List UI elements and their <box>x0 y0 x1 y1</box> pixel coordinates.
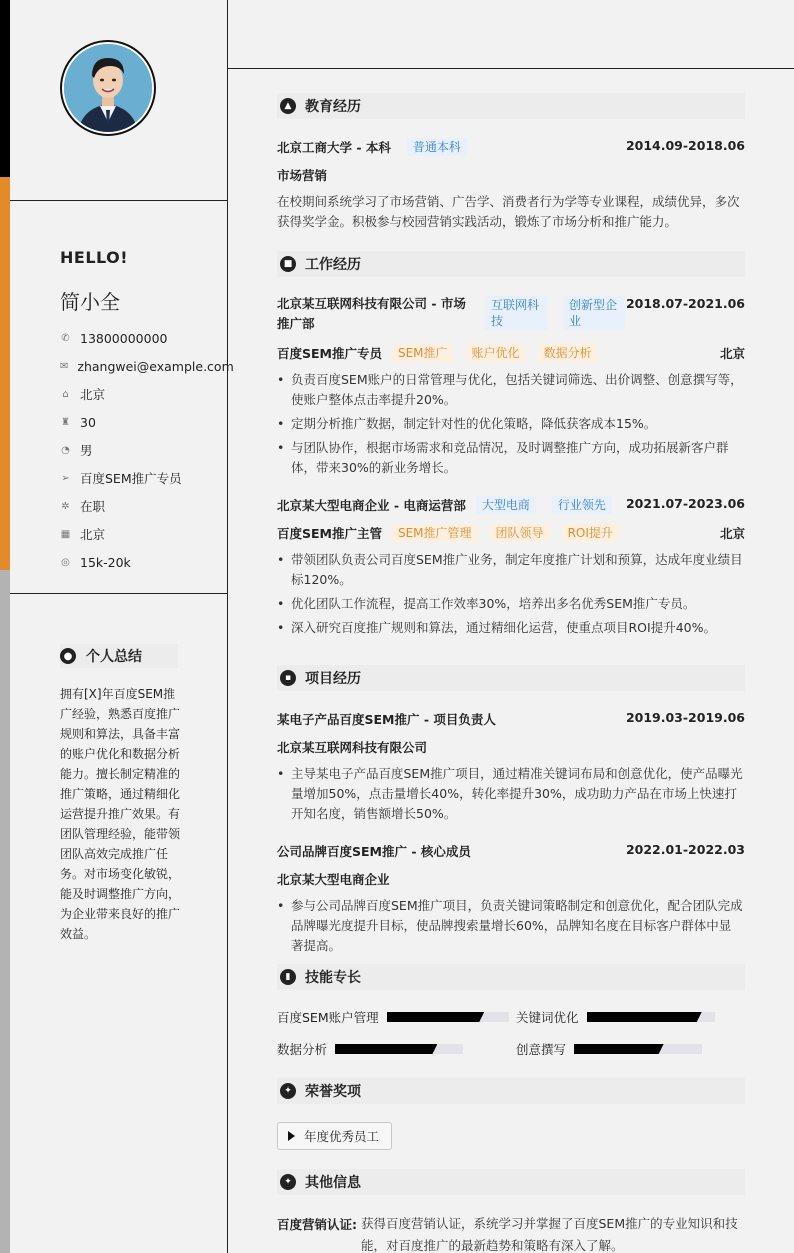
skill-bar-fill <box>574 1044 664 1054</box>
info-gender: ◔ 男 <box>61 443 93 458</box>
list-item: • 负责百度SEM账户的日常管理与优化，包括关键词筛选、出价调整、创意撰写等，使账户整体点击率提升20%。 <box>277 370 743 410</box>
skill-item <box>277 1040 463 1058</box>
graduation-cap-icon: ▲ <box>280 98 296 114</box>
skill-bar-fill <box>587 1012 702 1022</box>
job-1-skill-tag: 账户优化 <box>466 344 526 362</box>
home-icon: ⌂ <box>62 388 69 400</box>
project-2-company: 北京某大型电商企业 <box>277 872 390 887</box>
job-2-role-row <box>277 524 745 542</box>
award-item[interactable] <box>277 1122 392 1150</box>
send-icon: ➢ <box>61 472 70 484</box>
skill-item <box>277 1008 509 1026</box>
job-1-city: 北京 <box>719 346 745 361</box>
job-1-role: 百度SEM推广专员 <box>277 346 382 361</box>
education-row <box>277 138 745 156</box>
other-label: 百度营销认证: <box>277 1217 357 1232</box>
accent-strip-top <box>0 0 10 177</box>
job-1-header <box>277 296 745 334</box>
job-2-bullets <box>277 550 743 642</box>
education-heading: ▲ 教育经历 <box>277 93 745 119</box>
salary-icon: ◎ <box>61 556 70 568</box>
education-description: 在校期间系统学习了市场营销、广告学、消费者行为学等专业课程，成绩优异，多次获得奖学金。积极参与校园营销实践活动，锻炼了市场分析和推广能力。 <box>277 194 740 229</box>
info-position: ➢ 百度SEM推广专员 <box>61 471 182 486</box>
accent-strip-middle <box>0 177 10 570</box>
list-item: • 定期分析推广数据，制定针对性的优化策略，降低获客成本15%。 <box>277 414 743 434</box>
info-location: ⌂ 北京 <box>60 380 228 408</box>
gender-icon: ◔ <box>61 444 70 456</box>
age-icon: ♜ <box>61 416 70 428</box>
info-status: ✲ 在职 <box>61 499 106 514</box>
project-2-name: 公司品牌百度SEM推广 - 核心成员 <box>277 844 471 859</box>
job-2-skill-tag: ROI提升 <box>562 524 619 542</box>
briefcase-icon: ■ <box>280 256 296 272</box>
skill-item <box>516 1008 715 1026</box>
other-heading: ✦ 其他信息 <box>277 1169 745 1195</box>
award-icon: ✦ <box>280 1083 296 1099</box>
summary-heading: ● 个人总结 <box>60 644 178 668</box>
chart-icon: ▮ <box>280 969 296 985</box>
avatar-photo <box>64 44 152 132</box>
list-item: • 优化团队工作流程，提高工作效率30%，培养出多名优秀SEM推广专员。 <box>277 594 743 614</box>
contact-info-list <box>60 324 234 576</box>
job-1-tag: 互联网科技 <box>485 296 547 330</box>
award-label: 年度优秀员工 <box>304 1129 380 1144</box>
skills-heading: ▮ 技能专长 <box>277 964 745 990</box>
job-2-company: 北京某大型电商企业 - 电商运营部 <box>277 498 466 513</box>
job-1-tag: 创新型企业 <box>563 296 625 330</box>
email-icon: ✉ <box>60 360 69 372</box>
accent-strip-bottom <box>0 570 10 1253</box>
education-date: 2014.09-2018.06 <box>625 138 745 153</box>
job-2-tag: 大型电商 <box>476 496 536 514</box>
job-2-city: 北京 <box>719 526 745 541</box>
job-1-skill-tag: 数据分析 <box>538 344 598 362</box>
skill-name: 关键词优化 <box>516 1010 579 1025</box>
awards-heading: ✦ 荣誉奖项 <box>277 1078 745 1104</box>
project-1-company-row <box>277 738 745 756</box>
major-row <box>277 166 745 184</box>
user-icon: ● <box>60 648 76 664</box>
list-item: • 与团队协作，根据市场需求和竞品情况，及时调整推广方向，成功拓展新客户群体，带来30%的新业务增长。 <box>277 438 743 478</box>
skill-bar <box>587 1012 715 1022</box>
award-icon: ✦ <box>280 1174 296 1190</box>
list-item: • 主导某电子产品百度SEM推广项目，通过精准关键词布局和创意优化，使产品曝光量增加50%，点击量增长40%，转化率提升30%，成功助力产品在市场上快速打开知名度，销售额增长50%。 <box>277 764 743 824</box>
avatar <box>60 40 156 136</box>
sidebar-divider <box>10 593 228 594</box>
job-1-company: 北京某互联网科技有限公司 - 市场推广部 <box>277 296 466 331</box>
list-item: • 深入研究百度推广规则和算法，通过精细化运营，使重点项目ROI提升40%。 <box>277 618 743 638</box>
info-age: ♜ 30 <box>61 414 96 430</box>
sidebar-divider <box>10 200 228 201</box>
project-1-bullets <box>277 764 743 828</box>
project-1-company: 北京某互联网科技有限公司 <box>277 740 428 755</box>
project-2-company-row <box>277 870 745 888</box>
projects-heading: ▪ 项目经历 <box>277 665 745 691</box>
job-2-tag: 行业领先 <box>552 496 612 514</box>
play-icon <box>288 1131 295 1141</box>
project-1-date: 2019.03-2019.06 <box>625 710 745 725</box>
other-text: 获得百度营销认证，系统学习并掌握了百度SEM推广的专业知识和技能，对百度推广的最新趋势和策略有深入了解。 <box>361 1216 738 1253</box>
major: 市场营销 <box>277 168 328 183</box>
skill-bar-fill <box>335 1044 437 1054</box>
candidate-name: 简小全 <box>60 290 120 314</box>
summary-text: 拥有[X]年百度SEM推广经验，熟悉百度推广规则和算法，具备丰富的账户优化和数据分析能力。擅长制定精准的推广策略，通过精细化运营提升推广效果。有团队管理经验，能带领团队高效完成推广任务。对市场变化敏锐，能及时调整推广方向，为企业带来良好的推广效益。 <box>60 687 181 941</box>
skill-bar <box>335 1044 463 1054</box>
skill-bar <box>574 1044 702 1054</box>
job-1-skill-tag: SEM推广 <box>392 344 454 362</box>
skill-name: 数据分析 <box>277 1042 328 1057</box>
greeting: HELLO! <box>60 248 129 267</box>
list-item: • 参与公司品牌百度SEM推广项目，负责关键词策略制定和创意优化，配合团队完成品牌曝光度提升目标，使品牌搜索量增长60%，品牌知名度在目标客户群体中显著提高。 <box>277 896 743 956</box>
project-1-name: 某电子产品百度SEM推广 - 项目负责人 <box>277 712 496 727</box>
project-2-bullets <box>277 896 743 960</box>
work-heading: ■ 工作经历 <box>277 251 745 277</box>
sidebar <box>10 0 234 1253</box>
status-icon: ✲ <box>61 500 70 512</box>
info-email: ✉ zhangwei@example.com <box>60 358 234 374</box>
header-divider <box>228 68 794 69</box>
skill-bar <box>387 1012 509 1022</box>
job-2-skill-tag: SEM推广管理 <box>392 524 478 542</box>
info-city: ▦ 北京 <box>60 527 106 542</box>
project-2-header <box>277 842 745 860</box>
skill-name: 创意撰写 <box>516 1042 567 1057</box>
info-phone: ✆ 13800000000 <box>61 330 168 346</box>
info-salary: ◎ 15k-20k <box>61 554 131 570</box>
skill-name: 百度SEM账户管理 <box>277 1010 379 1025</box>
list-item: • 带领团队负责公司百度SEM推广业务，制定年度推广计划和预算，达成年度业绩目标120%。 <box>277 550 743 590</box>
skill-bar-fill <box>387 1012 485 1022</box>
job-1-role-row <box>277 344 745 362</box>
phone-icon: ✆ <box>61 332 70 344</box>
job-2-header <box>277 496 745 514</box>
job-2-skill-tag: 团队领导 <box>490 524 550 542</box>
project-1-header <box>277 710 745 728</box>
project-2-date: 2022.01-2022.03 <box>625 842 745 857</box>
job-1-date: 2018.07-2021.06 <box>625 296 745 311</box>
school-name: 北京工商大学 - 本科 <box>277 140 391 155</box>
job-2-date: 2021.07-2023.06 <box>625 496 745 511</box>
job-2-role: 百度SEM推广主管 <box>277 526 382 541</box>
grid-icon: ▪ <box>280 670 296 686</box>
skill-item <box>516 1040 702 1058</box>
school-tag: 普通本科 <box>407 138 467 156</box>
building-icon: ▦ <box>60 528 71 540</box>
job-1-bullets <box>277 370 743 482</box>
